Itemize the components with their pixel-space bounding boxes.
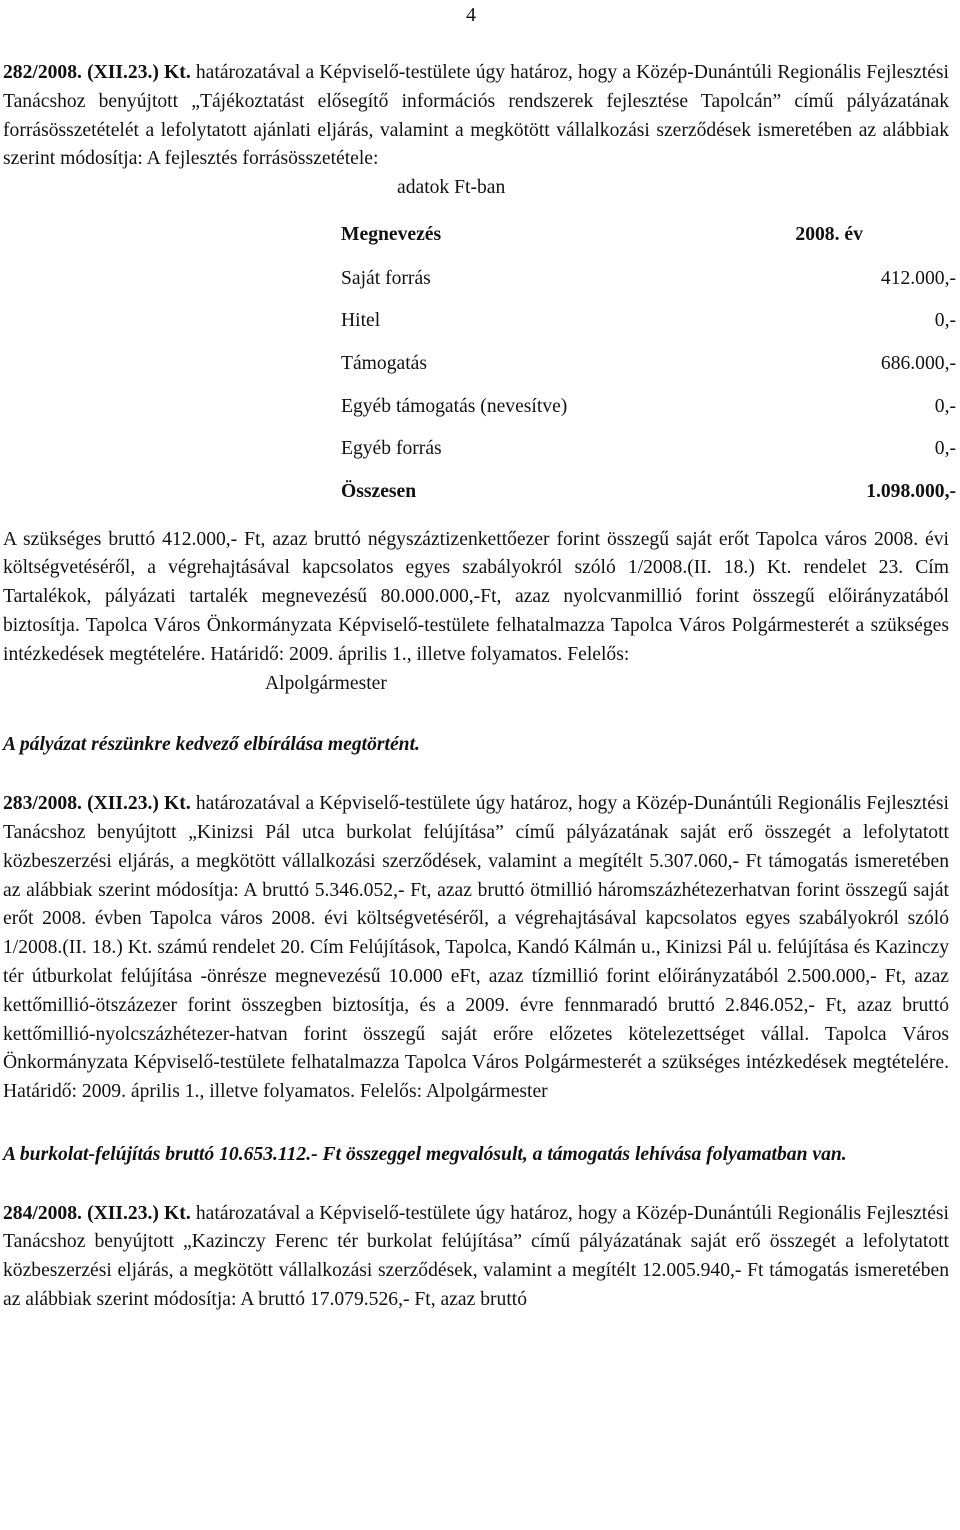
row-name: Egyéb támogatás (nevesítve) — [341, 395, 568, 417]
row-name: Hitel — [341, 310, 381, 332]
row-amount: 412.000,- — [880, 267, 956, 289]
table-row — [341, 428, 956, 471]
resolution-282-paragraph — [3, 59, 949, 174]
table-row — [341, 258, 956, 301]
funding-table — [341, 213, 956, 514]
total-name: Összesen — [341, 480, 417, 502]
row-amount: 686.000,- — [880, 353, 956, 375]
resolution-282-continuation: A szükséges bruttó 412.000,- Ft, azaz bruttó négyszáztizenkettőezer forint összegű saját erőt Tapolca város 2008. évi költségvetéséről, a végrehajtásával kapcsolatos egyes szabályokról szóló 1/2008.(II. 18.) Kt. rendelet 23. Cím Tartalékok, pályázati tartalék megnevezésű 80.000.000,-Ft, azaz nyolcvanmillió forint összegű előirányzatából biztosítja. Tapolca Város Önkormányzata Képviselő-testülete felhatalmazza Tapolca Város Polgármesterét a szükséges intézkedések megtételére. Határidő: 2009. április 1., illetve folyamatos. Felelős: — [3, 528, 949, 665]
row-name: Támogatás — [341, 353, 427, 375]
table-total-row — [341, 471, 956, 514]
resolution-283-paragraph — [3, 790, 949, 1107]
table-row — [341, 301, 956, 344]
resolution-284-paragraph — [3, 1200, 949, 1315]
resolution-282-text: határozatával a Képviselő-testülete úgy határoz, hogy a Közép-Dunántúli Regionális Fejlesztési Tanácshoz benyújtott „Tájékoztatást elősegítő információs rendszerek fejlesztése Tapolcán” című pályázatának forrásösszetételét a lefolytatott ajánlati eljárás, valamint a megkötött vállalkozási szerződések ismeretében az alábbiak szerint módosítja: A fejlesztés forrásösszetétele: — [3, 62, 949, 170]
resolution-283-number: 283/2008. (XII.23.) Kt. — [3, 793, 191, 815]
header-name: Megnevezés — [341, 224, 442, 246]
resolution-283-outcome: A burkolat-felújítás bruttó 10.653.112.- Ft összeggel megvalósult, a támogatás lehívása folyamatban van. — [3, 1143, 847, 1165]
table-unit-note: adatok Ft-ban — [397, 177, 506, 199]
total-amount: 1.098.000,- — [866, 480, 956, 502]
funding-table-header — [341, 213, 956, 258]
row-name: Egyéb forrás — [341, 438, 442, 460]
page-number: 4 — [466, 4, 476, 26]
row-amount: 0,- — [934, 310, 956, 332]
table-row — [341, 386, 956, 429]
resolution-282-responsible: Alpolgármester — [265, 672, 387, 694]
header-year: 2008. év — [795, 224, 863, 246]
table-row — [341, 343, 956, 386]
row-name: Saját forrás — [341, 267, 431, 289]
resolution-284-text: határozatával a Képviselő-testülete úgy határoz, hogy a Közép-Dunántúli Regionális Fejlesztési Tanácshoz benyújtott „Kazinczy Ferenc tér burkolat felújítása” című pályázatának saját erő összegét a lefolytatott közbeszerzési eljárás, a megkötött vállalkozási szerződések, valamint a megítélt 12.005.940,- Ft támogatás ismeretében az alábbiak szerint módosítja: A bruttó 17.079.526,- Ft, azaz bruttó — [3, 1202, 949, 1311]
row-amount: 0,- — [934, 395, 956, 417]
resolution-282-number: 282/2008. (XII.23.) Kt. — [3, 62, 191, 83]
resolution-283-text: határozatával a Képviselő-testülete úgy határoz, hogy a Közép-Dunántúli Regionális Fejlesztési Tanácshoz benyújtott „Kinizsi Pál utca burkolat felújítása” című pályázatának saját erő összegét a lefolytatott közbeszerzési eljárás, a megkötött vállalkozási szerződések, valamint a megítélt 5.307.060,- Ft támogatás ismeretében az alábbiak szerint módosítja: A bruttó 5.346.052,- Ft, azaz bruttó ötmillió háromszázhétezerhatvan forint összegű saját erőt 2008. évben Tapolca város 2008. évi költségvetéséről, a végrehajtásával kapcsolatos egyes szabályokról szóló 1/2008.(II. 18.) Kt. számú rendelet 20. Cím Felújítások, Tapolca, Kandó Kálmán u., Kinizsi Pál u. felújítása és Kazinczy tér útburkolat felújítása -önrésze megnevezésű 10.000 eFt, azaz tízmillió forint előirányzatából 2.500.000,- Ft, azaz kettőmillió-ötszázezer forint összegben biztosítja, és a 2009. évre fennmaradó bruttó 2.846.052,- Ft, azaz bruttó kettőmillió-nyolcszázhétezer-hatvan forint összegű saját erőre előzetes kötelezettséget vállal. Tapolca Város Önkormányzata Képviselő-testülete felhatalmazza Tapolca Város Polgármesterét a szükséges intézkedések megtételére. Határidő: 2009. április 1., illetve folyamatos. Felelős: Alpolgármester — [3, 793, 949, 1103]
resolution-284-number: 284/2008. (XII.23.) Kt. — [3, 1202, 191, 1224]
resolution-282-outcome: A pályázat részünkre kedvező elbírálása megtörtént. — [3, 734, 420, 756]
document-body — [3, 59, 956, 1315]
row-amount: 0,- — [934, 438, 956, 460]
